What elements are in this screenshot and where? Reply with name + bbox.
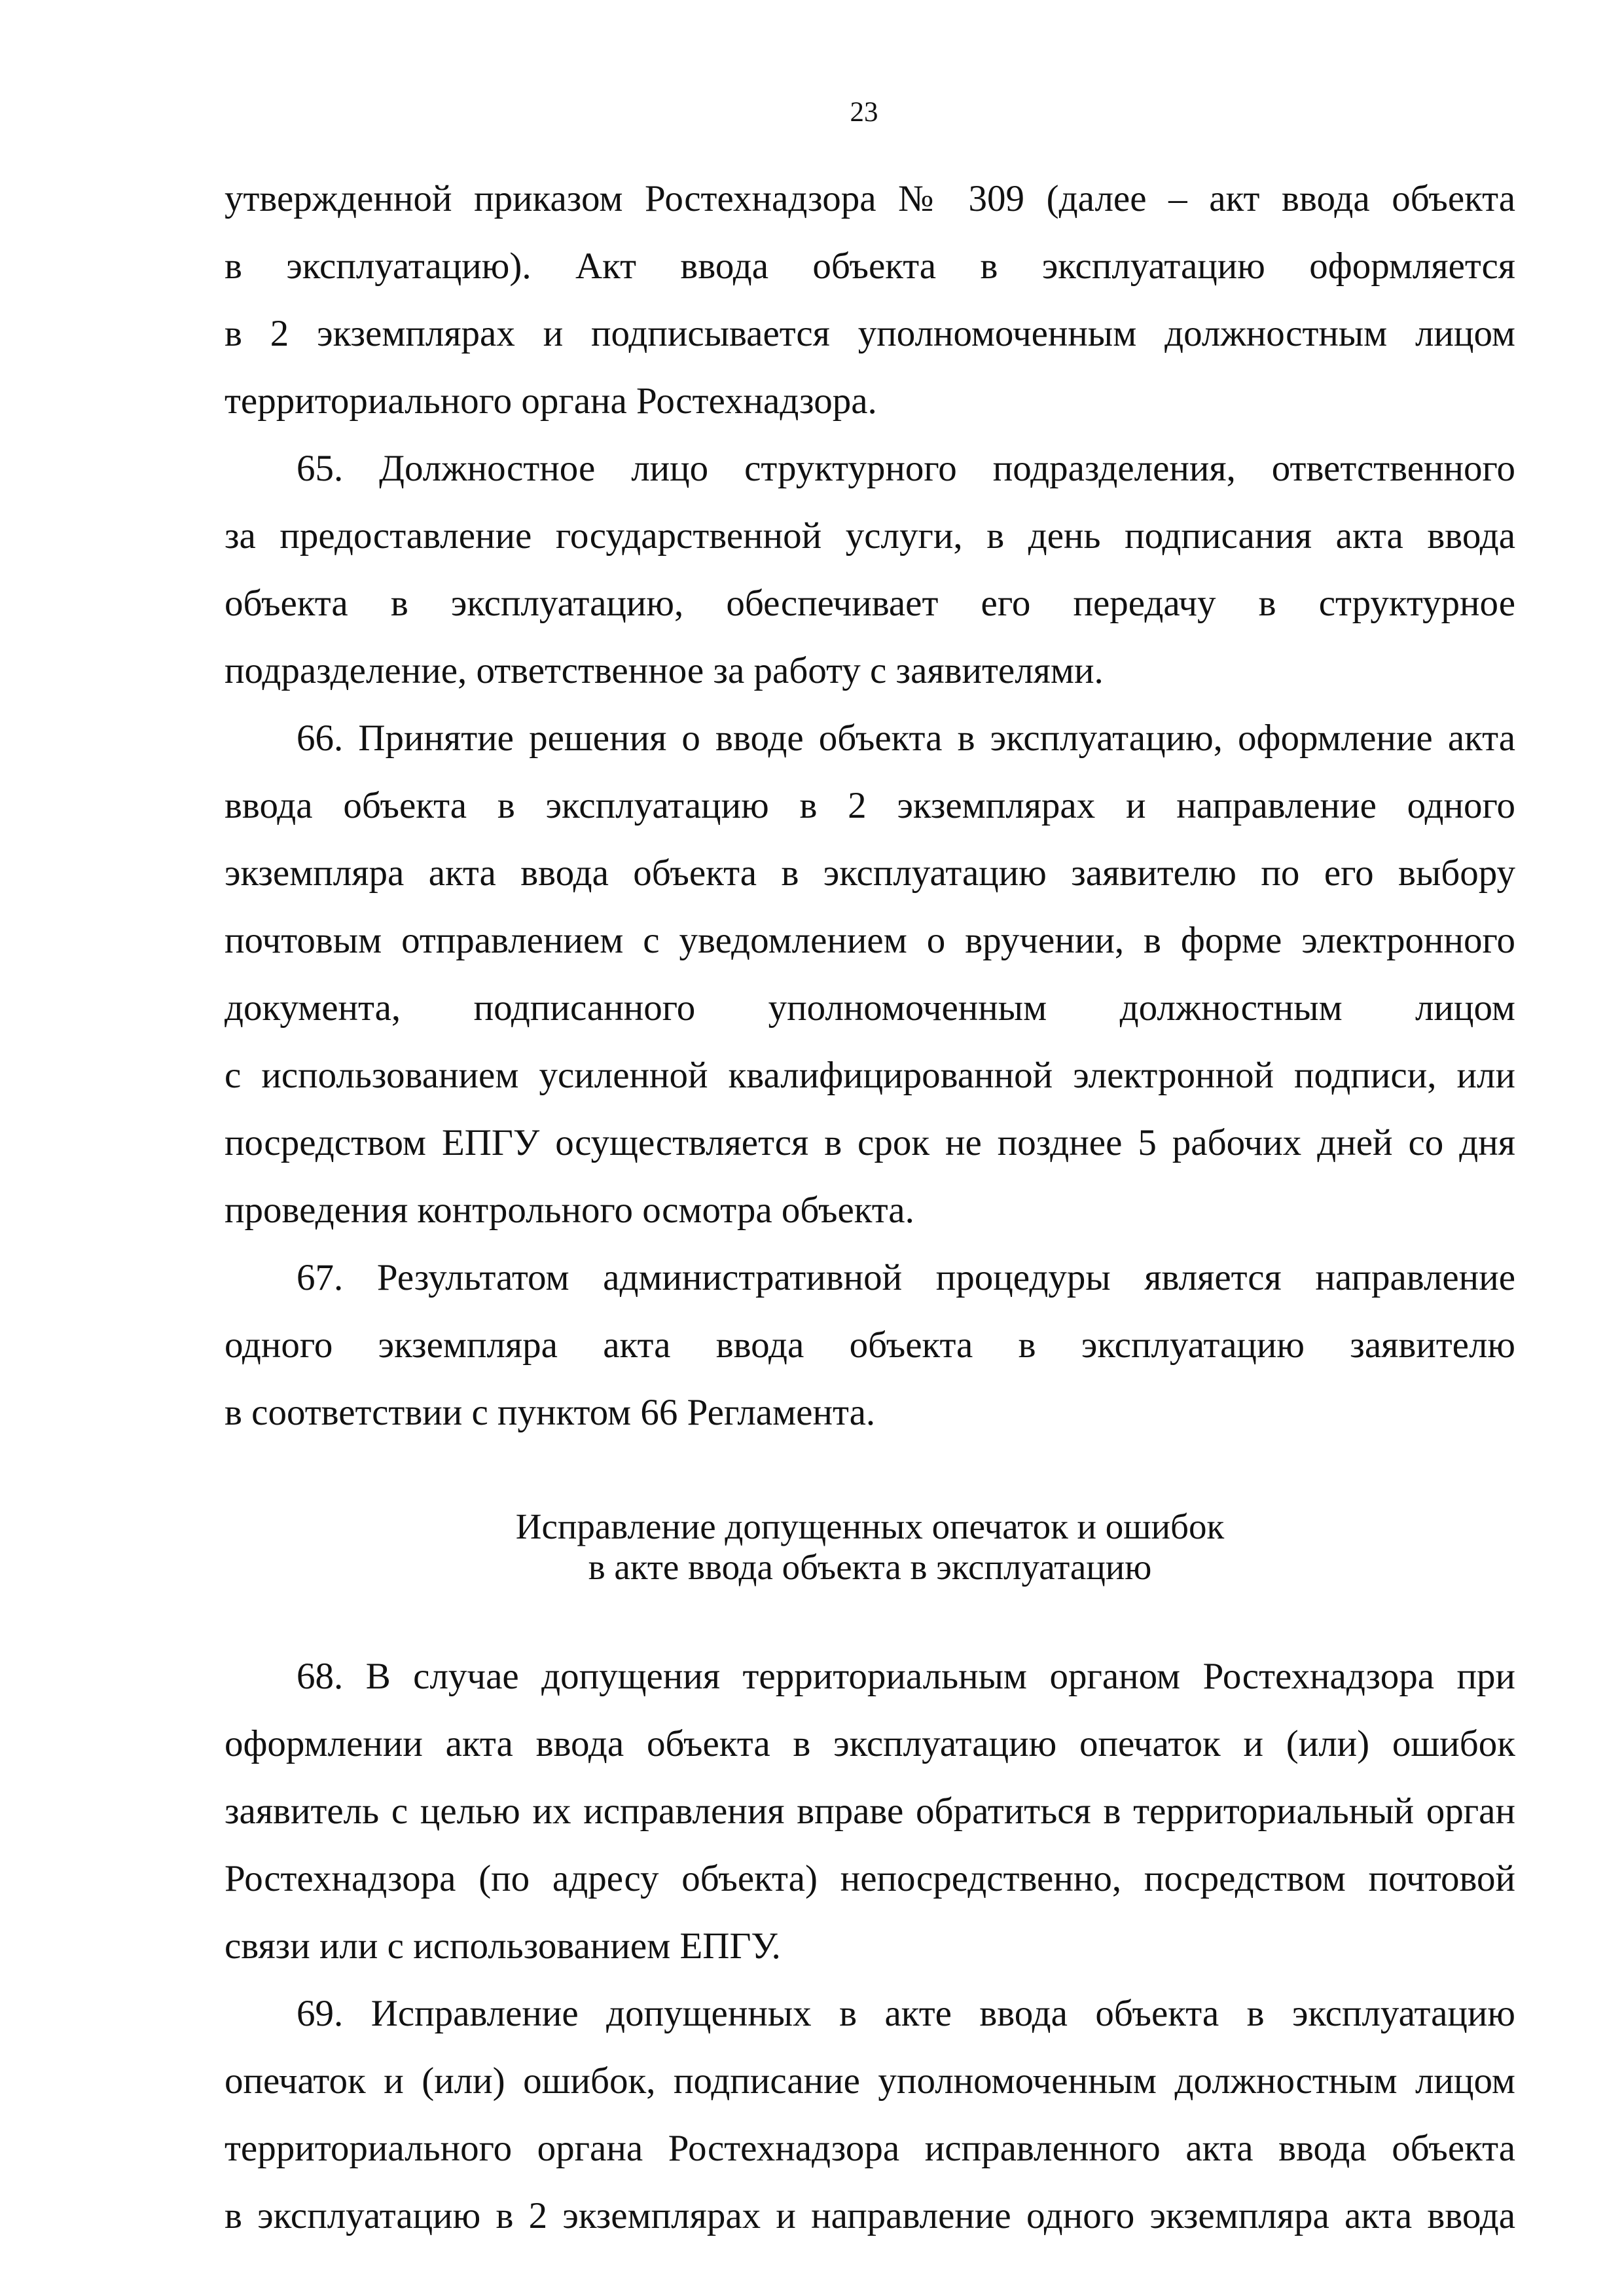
text-line: территориального органа Ростехнадзора. bbox=[225, 380, 877, 422]
paragraph-65 bbox=[225, 435, 1515, 704]
text-line: заявитель с целью их исправления вправе обратиться в территориальный орган bbox=[225, 1791, 1515, 1832]
text-line: оформлении акта ввода объекта в эксплуатацию опечаток и (или) ошибок bbox=[225, 1723, 1515, 1764]
text-line: почтовым отправлением с уведомлением о вручении, в форме электронного bbox=[225, 920, 1515, 961]
paragraph-68 bbox=[225, 1643, 1515, 1980]
paragraph-67 bbox=[225, 1244, 1515, 1446]
document-body bbox=[225, 165, 1515, 2250]
text-line: 65. Должностное лицо структурного подразделения, ответственного bbox=[297, 448, 1515, 489]
text-line: 68. В случае допущения территориальным органом Ростехнадзора при bbox=[297, 1656, 1515, 1697]
heading-line: Исправление допущенных опечаток и ошибок bbox=[515, 1506, 1225, 1546]
text-line: посредством ЕПГУ осуществляется в срок не позднее 5 рабочих дней со дня bbox=[225, 1122, 1515, 1163]
text-line: подразделение, ответственное за работу с заявителями. bbox=[225, 650, 1104, 691]
paragraph-69 bbox=[225, 1980, 1515, 2250]
text-line: с использованием усиленной квалифицированной электронной подписи, или bbox=[225, 1055, 1515, 1096]
text-line: проведения контрольного осмотра объекта. bbox=[225, 1190, 914, 1231]
text-line: одного экземпляра акта ввода объекта в эксплуатацию заявителю bbox=[225, 1324, 1515, 1366]
text-line: ввода объекта в эксплуатацию в 2 экземплярах и направление одного bbox=[225, 785, 1515, 826]
text-line: связи или с использованием ЕПГУ. bbox=[225, 1925, 781, 1967]
text-line: 69. Исправление допущенных в акте ввода объекта в эксплуатацию bbox=[297, 1993, 1515, 2034]
section-heading bbox=[225, 1506, 1515, 1588]
text-line: документа, подписанного уполномоченным должностным лицом bbox=[225, 987, 1515, 1029]
text-line: 66. Принятие решения о вводе объекта в эксплуатацию, оформление акта bbox=[297, 718, 1515, 759]
text-line: в эксплуатацию в 2 экземплярах и направление одного экземпляра акта ввода bbox=[225, 2195, 1515, 2236]
page-number: 23 bbox=[850, 97, 878, 128]
text-line: 67. Результатом административной процедуры является направление bbox=[297, 1257, 1515, 1298]
text-line: в эксплуатацию). Акт ввода объекта в эксплуатацию оформляется bbox=[225, 246, 1515, 287]
text-line: в 2 экземплярах и подписывается уполномоченным должностным лицом bbox=[225, 313, 1515, 354]
text-line: Ростехнадзора (по адресу объекта) непосредственно, посредством почтовой bbox=[225, 1858, 1515, 1899]
paragraph-64-continuation bbox=[225, 165, 1515, 435]
text-line: экземпляра акта ввода объекта в эксплуатацию заявителю по его выбору bbox=[225, 852, 1515, 894]
text-line: опечаток и (или) ошибок, подписание уполномоченным должностным лицом bbox=[225, 2060, 1515, 2102]
text-line: объекта в эксплуатацию, обеспечивает его передачу в структурное bbox=[225, 583, 1515, 624]
text-line: в соответствии с пунктом 66 Регламента. bbox=[225, 1392, 876, 1433]
text-line: территориального органа Ростехнадзора исправленного акта ввода объекта bbox=[225, 2128, 1515, 2169]
heading-line: в акте ввода объекта в эксплуатацию bbox=[588, 1547, 1152, 1587]
paragraph-66 bbox=[225, 704, 1515, 1244]
text-line: утвержденной приказом Ростехнадзора № 309 (далее – акт ввода объекта bbox=[225, 178, 1515, 219]
text-line: за предоставление государственной услуги, в день подписания акта ввода bbox=[225, 515, 1515, 556]
